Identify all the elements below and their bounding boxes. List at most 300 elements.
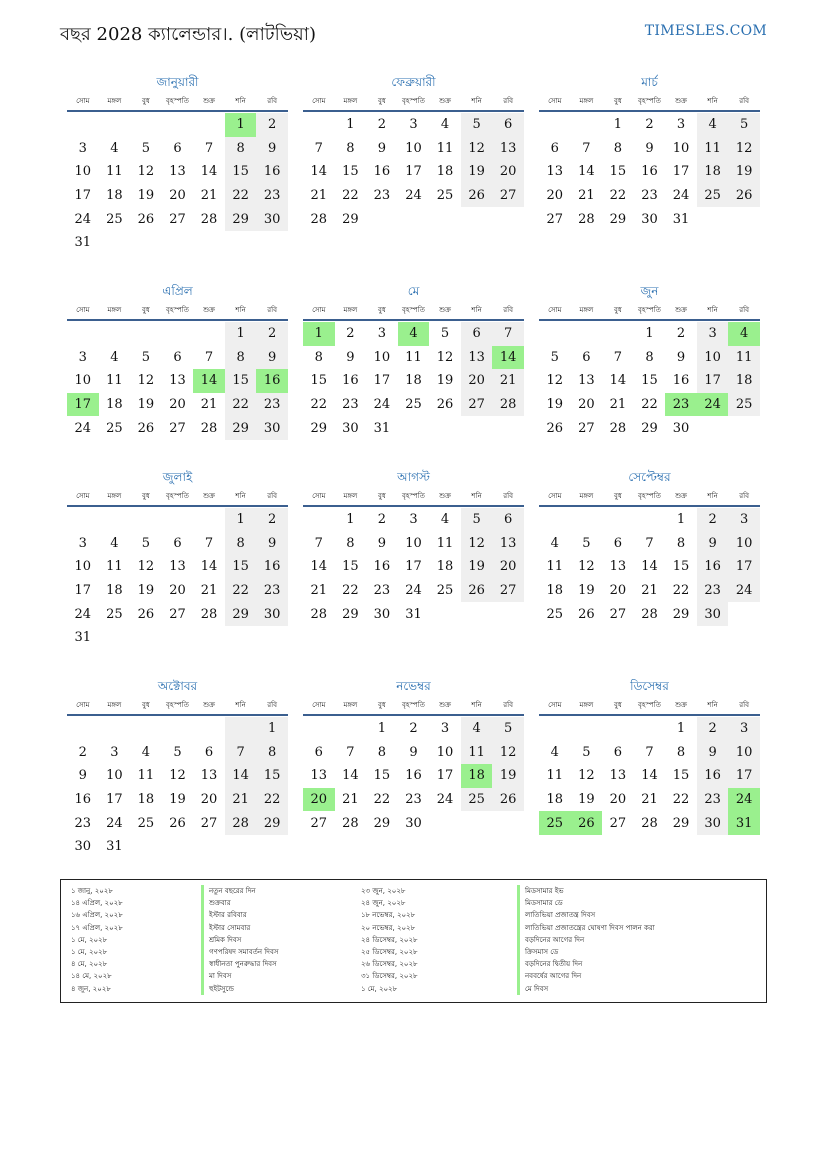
weekday-header xyxy=(303,301,524,321)
weekday-label: বুধ xyxy=(613,701,622,709)
empty-day-cell xyxy=(728,602,760,626)
day-cell: 19 xyxy=(578,792,595,808)
weekday-label: শনি xyxy=(471,97,482,105)
day-cell: 29 xyxy=(609,211,627,227)
day-cell: 20 xyxy=(169,583,186,599)
empty-day-cell xyxy=(162,717,194,741)
legend-date: ১ জানু, ২০২৮ xyxy=(71,887,113,895)
legend-date: ৩১ ডিসেম্বর, ২০২৮ xyxy=(361,972,418,981)
weekday-label: শুক্র xyxy=(675,492,687,500)
day-cell: 22 xyxy=(373,792,391,808)
day-cell: 23 xyxy=(697,579,729,603)
empty-day-cell xyxy=(461,811,493,835)
empty-day-cell xyxy=(728,207,760,231)
weekday-header xyxy=(67,696,288,716)
day-cell: 28 xyxy=(641,606,658,622)
day-cell: 8 xyxy=(676,535,686,551)
day-cell: 23 xyxy=(373,583,391,599)
day-cell: 27 xyxy=(169,420,186,436)
day-cell: 14 xyxy=(578,164,595,180)
day-cell: 3 xyxy=(728,508,760,532)
month-title: মে xyxy=(407,284,420,298)
empty-day-cell xyxy=(571,508,603,532)
day-cell: 20 xyxy=(461,369,493,393)
day-cell: 23 xyxy=(405,792,422,808)
day-cell: 25 xyxy=(137,815,155,831)
weekday-label: সোম xyxy=(76,97,90,105)
day-cell: 23 xyxy=(697,788,729,812)
day-cell: 1 xyxy=(676,721,686,737)
day-cell: 4 xyxy=(398,322,430,346)
weekday-label: বৃহস্পতি xyxy=(166,492,189,500)
empty-day-cell xyxy=(130,113,162,137)
day-cell: 8 xyxy=(645,349,654,365)
day-cell: 2 xyxy=(676,326,686,342)
day-cell: 19 xyxy=(137,188,155,204)
legend-date: ১৪ এপ্রিল, ২০২৮ xyxy=(71,899,123,908)
legend-date: ১৪ মে, ২০২৮ xyxy=(71,972,112,981)
day-cell: 1 xyxy=(346,117,355,133)
weekday-label: বুধ xyxy=(377,97,386,105)
day-cell: 3 xyxy=(110,744,119,760)
day-cell: 31 xyxy=(106,839,123,855)
day-cell: 26 xyxy=(728,184,760,208)
weekday-label: সোম xyxy=(312,97,326,105)
day-cell: 10 xyxy=(106,768,123,784)
day-cell: 12 xyxy=(461,532,493,556)
day-cell: 26 xyxy=(571,811,603,835)
day-cell: 21 xyxy=(641,583,658,599)
site-brand-link[interactable]: TIMESLES.COM xyxy=(644,23,767,39)
day-cell: 22 xyxy=(256,788,288,812)
day-cell: 12 xyxy=(728,137,760,161)
day-cell: 30 xyxy=(405,815,422,831)
day-cell: 2 xyxy=(697,717,729,741)
day-cell: 22 xyxy=(342,188,359,204)
empty-day-cell xyxy=(492,811,524,835)
weekday-header xyxy=(303,696,524,716)
weekday-header xyxy=(539,301,760,321)
empty-day-cell xyxy=(130,508,162,532)
day-cell: 4 xyxy=(697,113,729,137)
day-cell: 2 xyxy=(377,512,387,528)
empty-day-cell xyxy=(193,508,225,532)
legend-date: ১৭ এপ্রিল, ২০২৮ xyxy=(71,923,123,932)
day-cell: 10 xyxy=(436,744,454,760)
day-cell: 3 xyxy=(440,721,450,737)
empty-day-cell xyxy=(728,416,760,440)
day-cell: 30 xyxy=(256,602,288,626)
day-cell: 31 xyxy=(74,235,92,251)
day-cell: 5 xyxy=(550,349,559,365)
day-cell: 16 xyxy=(373,559,391,575)
legend-holiday-name: বড়দিনের দ্বিতীয় দিন xyxy=(517,958,655,970)
day-cell: 8 xyxy=(676,744,686,760)
day-cell: 26 xyxy=(169,815,186,831)
weekday-label: শনি xyxy=(235,492,246,500)
empty-day-cell xyxy=(193,835,225,859)
day-cell: 25 xyxy=(106,211,123,227)
day-cell: 15 xyxy=(609,164,627,180)
empty-day-cell xyxy=(539,717,571,741)
day-cell: 12 xyxy=(137,559,155,575)
empty-day-cell xyxy=(99,508,131,532)
day-cell: 8 xyxy=(225,346,257,370)
day-cell: 6 xyxy=(173,349,182,365)
day-cell: 19 xyxy=(137,583,155,599)
weekday-header xyxy=(67,92,288,112)
weekday-label: রবি xyxy=(267,97,278,105)
day-cell: 6 xyxy=(492,508,524,532)
weekday-label: বুধ xyxy=(377,306,386,314)
day-cell: 6 xyxy=(613,535,623,551)
day-cell: 12 xyxy=(546,373,564,389)
day-cell: 31 xyxy=(728,811,760,835)
empty-day-cell xyxy=(571,322,603,346)
day-cell: 11 xyxy=(106,559,123,575)
month-block xyxy=(67,676,288,859)
day-cell: 2 xyxy=(645,117,654,133)
day-cell: 15 xyxy=(672,768,690,784)
day-cell: 15 xyxy=(342,164,359,180)
day-cell: 29 xyxy=(256,811,288,835)
day-cell: 1 xyxy=(225,322,257,346)
day-cell: 28 xyxy=(492,393,524,417)
day-cell: 10 xyxy=(728,741,760,765)
month-title: অক্টোবর xyxy=(157,679,198,693)
day-cell: 10 xyxy=(74,559,92,575)
weekday-label: মঙ্গল xyxy=(107,492,122,500)
day-cell: 2 xyxy=(409,721,418,737)
day-cell: 19 xyxy=(436,373,454,389)
day-cell: 21 xyxy=(492,369,524,393)
legend-names-col-2 xyxy=(517,885,655,995)
empty-day-cell xyxy=(193,113,225,137)
day-cell: 30 xyxy=(342,420,359,436)
day-cell: 14 xyxy=(641,768,658,784)
day-cell: 10 xyxy=(405,140,422,156)
day-cell: 9 xyxy=(78,768,87,784)
day-cell: 7 xyxy=(225,741,257,765)
day-cell: 23 xyxy=(665,393,697,417)
empty-day-cell xyxy=(225,231,257,255)
day-cell: 7 xyxy=(613,349,623,365)
day-cell: 14 xyxy=(641,559,658,575)
day-cell: 4 xyxy=(110,140,119,156)
weekday-label: মঙ্গল xyxy=(107,701,122,709)
empty-day-cell xyxy=(67,508,99,532)
empty-day-cell xyxy=(303,717,335,741)
day-cell: 24 xyxy=(74,211,92,227)
empty-day-cell xyxy=(225,835,257,859)
day-cell: 17 xyxy=(697,369,729,393)
day-cell: 9 xyxy=(377,140,387,156)
day-cell: 21 xyxy=(200,397,218,413)
day-cell: 21 xyxy=(609,397,627,413)
day-cell: 29 xyxy=(342,211,359,227)
weekday-label: শুক্র xyxy=(203,701,215,709)
day-cell: 5 xyxy=(582,535,591,551)
day-cell: 28 xyxy=(578,211,595,227)
day-cell: 16 xyxy=(697,764,729,788)
weekday-label: সোম xyxy=(312,306,326,314)
day-grid xyxy=(303,113,524,231)
day-cell: 7 xyxy=(582,140,591,156)
day-cell: 26 xyxy=(461,184,493,208)
day-cell: 23 xyxy=(342,397,359,413)
day-cell: 9 xyxy=(346,349,355,365)
weekday-label: শুক্র xyxy=(439,492,451,500)
legend-date: ২০ নভেম্বর, ২০২৮ xyxy=(361,923,416,932)
day-cell: 5 xyxy=(728,113,760,137)
day-cell: 24 xyxy=(728,579,760,603)
empty-day-cell xyxy=(162,322,194,346)
legend-date: ১ মে, ২০২৮ xyxy=(361,984,398,993)
day-cell: 7 xyxy=(314,140,323,156)
day-cell: 17 xyxy=(74,188,92,204)
weekday-label: শুক্র xyxy=(439,97,451,105)
day-cell: 19 xyxy=(546,397,564,413)
legend-holiday-name: বড়দিনের আগের দিন xyxy=(517,934,655,946)
empty-day-cell xyxy=(461,207,493,231)
weekday-label: রবি xyxy=(739,492,750,500)
weekday-label: সোম xyxy=(548,492,562,500)
day-cell: 20 xyxy=(546,188,564,204)
day-grid xyxy=(67,508,288,650)
day-cell: 11 xyxy=(106,373,123,389)
day-cell: 3 xyxy=(409,512,418,528)
month-block xyxy=(67,72,288,255)
day-cell: 19 xyxy=(137,397,155,413)
day-cell: 6 xyxy=(492,113,524,137)
day-cell: 3 xyxy=(697,322,729,346)
legend-names-col-1 xyxy=(201,885,278,995)
empty-day-cell xyxy=(67,113,99,137)
day-cell: 18 xyxy=(697,160,729,184)
day-cell: 13 xyxy=(169,559,186,575)
empty-day-cell xyxy=(697,207,729,231)
weekday-label: বুধ xyxy=(141,701,150,709)
weekday-label: মঙ্গল xyxy=(579,306,594,314)
month-block xyxy=(67,467,288,650)
legend-holiday-name: মা দিবস xyxy=(201,970,278,982)
weekday-label: বুধ xyxy=(141,306,150,314)
day-cell: 31 xyxy=(373,420,391,436)
day-cell: 2 xyxy=(78,744,87,760)
day-cell: 26 xyxy=(436,397,454,413)
day-cell: 9 xyxy=(256,532,288,556)
day-cell: 10 xyxy=(697,346,729,370)
day-cell: 25 xyxy=(728,393,760,417)
weekday-label: মঙ্গল xyxy=(579,701,594,709)
day-cell: 23 xyxy=(256,184,288,208)
legend-holiday-name: মে দিবস xyxy=(517,983,655,995)
day-cell: 6 xyxy=(173,535,182,551)
weekday-label: বুধ xyxy=(141,492,150,500)
weekday-label: শুক্র xyxy=(203,97,215,105)
day-grid xyxy=(67,113,288,255)
month-title: জানুয়ারী xyxy=(156,75,199,89)
day-cell: 2 xyxy=(256,113,288,137)
legend-date: ২৫ ডিসেম্বর, ২০২৮ xyxy=(361,947,418,956)
legend-date: ১৬ এপ্রিল, ২০২৮ xyxy=(71,911,123,920)
day-cell: 14 xyxy=(609,373,627,389)
weekday-label: রবি xyxy=(739,97,750,105)
day-cell: 18 xyxy=(106,397,123,413)
day-cell: 11 xyxy=(436,140,454,156)
day-cell: 5 xyxy=(582,744,591,760)
day-cell: 18 xyxy=(106,583,123,599)
day-cell: 20 xyxy=(303,788,335,812)
day-cell: 14 xyxy=(200,164,218,180)
day-cell: 13 xyxy=(169,164,186,180)
day-cell: 28 xyxy=(200,211,218,227)
day-cell: 7 xyxy=(314,535,323,551)
weekday-label: মঙ্গল xyxy=(343,306,358,314)
day-cell: 27 xyxy=(200,815,218,831)
month-title: সেপ্টেম্বর xyxy=(628,470,671,484)
empty-day-cell xyxy=(225,717,257,741)
day-cell: 3 xyxy=(409,117,418,133)
day-cell: 20 xyxy=(492,160,524,184)
empty-day-cell xyxy=(602,322,634,346)
legend-holiday-name: মিডসামার ইভ xyxy=(517,885,655,897)
weekday-label: বৃহস্পতি xyxy=(638,701,661,709)
day-cell: 1 xyxy=(377,721,387,737)
empty-day-cell xyxy=(162,113,194,137)
day-cell: 22 xyxy=(641,397,658,413)
empty-day-cell xyxy=(539,508,571,532)
day-cell: 11 xyxy=(728,346,760,370)
empty-day-cell xyxy=(571,113,603,137)
empty-day-cell xyxy=(571,717,603,741)
day-cell: 10 xyxy=(405,535,422,551)
day-cell: 27 xyxy=(310,815,328,831)
day-cell: 30 xyxy=(672,420,690,436)
day-cell: 15 xyxy=(672,559,690,575)
day-cell: 30 xyxy=(256,416,288,440)
legend-date: ১৮ নভেম্বর, ২০২৮ xyxy=(361,911,416,920)
day-grid xyxy=(303,322,524,440)
empty-day-cell xyxy=(130,835,162,859)
day-cell: 28 xyxy=(225,811,257,835)
day-cell: 14 xyxy=(492,346,524,370)
empty-day-cell xyxy=(634,717,666,741)
day-cell: 3 xyxy=(78,140,87,156)
day-cell: 7 xyxy=(204,535,214,551)
day-cell: 12 xyxy=(137,164,155,180)
day-cell: 2 xyxy=(377,117,387,133)
day-cell: 17 xyxy=(405,164,422,180)
day-cell: 6 xyxy=(314,744,323,760)
day-cell: 23 xyxy=(256,393,288,417)
empty-day-cell xyxy=(193,717,225,741)
day-cell: 20 xyxy=(609,792,627,808)
day-cell: 20 xyxy=(578,397,595,413)
weekday-label: মঙ্গল xyxy=(343,492,358,500)
month-block xyxy=(303,676,524,835)
day-cell: 21 xyxy=(200,188,218,204)
weekday-label: মঙ্গল xyxy=(107,97,122,105)
day-cell: 29 xyxy=(373,815,391,831)
empty-day-cell xyxy=(602,508,634,532)
day-cell: 29 xyxy=(672,606,690,622)
weekday-label: শুক্র xyxy=(439,306,451,314)
legend-holiday-name: ইস্টার সোমবার xyxy=(201,922,278,934)
day-grid xyxy=(67,717,288,859)
legend-holiday-name: হুইটসুন্ডে xyxy=(201,983,278,995)
day-cell: 8 xyxy=(346,140,355,156)
day-cell: 9 xyxy=(377,535,387,551)
weekday-label: সোম xyxy=(76,701,90,709)
day-cell: 13 xyxy=(169,373,186,389)
weekday-label: মঙ্গল xyxy=(107,306,122,314)
empty-day-cell xyxy=(99,717,131,741)
weekday-label: শনি xyxy=(471,701,482,709)
day-cell: 4 xyxy=(550,744,559,760)
legend-date: ২৪ জুন, ২০২৮ xyxy=(361,899,406,908)
empty-day-cell xyxy=(162,231,194,255)
day-cell: 13 xyxy=(578,373,595,389)
month-block xyxy=(303,281,524,440)
legend-date: ৪ মে, ২০২৮ xyxy=(71,960,108,969)
day-cell: 11 xyxy=(405,349,422,365)
day-cell: 10 xyxy=(373,349,391,365)
day-cell: 24 xyxy=(405,583,422,599)
day-cell: 18 xyxy=(546,792,564,808)
weekday-label: বৃহস্পতি xyxy=(166,97,189,105)
day-cell: 9 xyxy=(676,349,686,365)
day-cell: 11 xyxy=(546,768,564,784)
day-cell: 1 xyxy=(225,508,257,532)
day-cell: 27 xyxy=(609,606,627,622)
day-cell: 12 xyxy=(436,349,454,365)
day-cell: 26 xyxy=(137,420,155,436)
weekday-label: মঙ্গল xyxy=(579,97,594,105)
day-cell: 15 xyxy=(310,373,328,389)
day-cell: 5 xyxy=(461,113,493,137)
weekday-label: বুধ xyxy=(613,306,622,314)
empty-day-cell xyxy=(429,416,461,440)
day-cell: 4 xyxy=(110,349,119,365)
day-cell: 9 xyxy=(697,532,729,556)
day-cell: 25 xyxy=(106,606,123,622)
day-cell: 23 xyxy=(641,188,658,204)
day-cell: 30 xyxy=(74,839,92,855)
day-cell: 24 xyxy=(74,606,92,622)
day-cell: 15 xyxy=(342,559,359,575)
day-cell: 27 xyxy=(169,606,186,622)
day-cell: 13 xyxy=(492,137,524,161)
legend-holiday-name: লাতিভিয়া প্রজাতন্ত্রের ঘোষণা দিবস পালন করা xyxy=(517,922,655,934)
day-cell: 4 xyxy=(728,322,760,346)
day-cell: 26 xyxy=(461,579,493,603)
day-cell: 7 xyxy=(492,322,524,346)
month-block xyxy=(303,72,524,231)
day-cell: 17 xyxy=(436,768,454,784)
empty-day-cell xyxy=(539,322,571,346)
day-cell: 13 xyxy=(609,768,627,784)
weekday-label: শুক্র xyxy=(203,306,215,314)
empty-day-cell xyxy=(429,602,461,626)
day-cell: 4 xyxy=(550,535,559,551)
day-cell: 27 xyxy=(546,211,564,227)
day-cell: 2 xyxy=(256,322,288,346)
day-cell: 22 xyxy=(225,184,257,208)
month-title: জুলাই xyxy=(162,470,193,484)
empty-day-cell xyxy=(492,416,524,440)
day-cell: 20 xyxy=(609,583,627,599)
